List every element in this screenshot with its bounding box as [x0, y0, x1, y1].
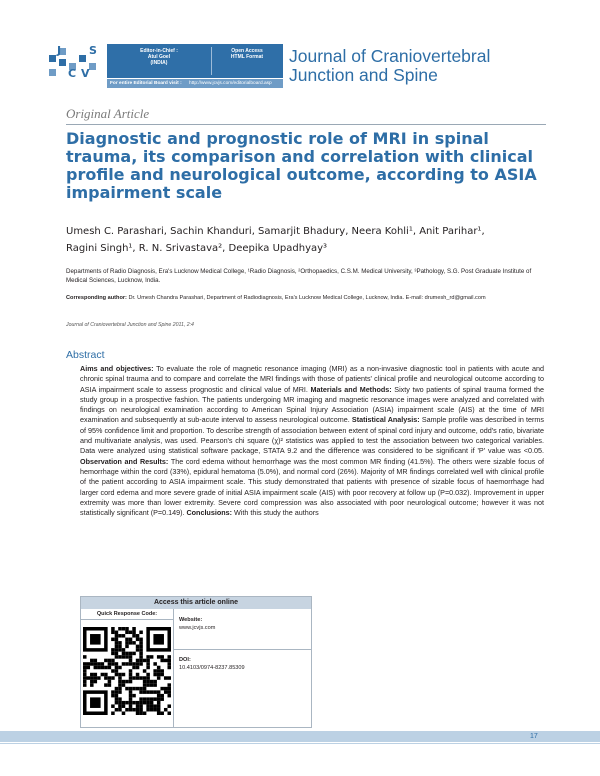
access-box-heading: Access this article online [81, 597, 311, 609]
html-format-label: HTML Format [230, 54, 264, 60]
editor-info [111, 48, 207, 66]
logo-letter: S [89, 44, 97, 57]
editor-name: Atul Goel [147, 54, 171, 60]
doi-value[interactable]: 10.4103/0974-8237.85309 [179, 664, 245, 671]
journal-logo [45, 45, 105, 81]
conclusions-label: Conclusions: [186, 508, 232, 518]
section-label: Original Article [66, 106, 150, 121]
doi-info [179, 657, 245, 672]
website-link[interactable]: www.jcvjs.com [179, 624, 216, 631]
info-divider [174, 649, 311, 650]
header-info-box [107, 44, 283, 78]
logo-letter: V [81, 67, 90, 80]
doi-label: DOI: [179, 657, 191, 663]
access-info [215, 48, 279, 60]
authors-line1: Umesh C. Parashari, Sachin Khanduri, Samarjit Bhadury, Neera Kohli¹, Anit Parihar¹, [66, 226, 485, 237]
open-access-label: Open Access [231, 48, 263, 54]
website-info [179, 617, 215, 632]
section-divider [66, 124, 546, 125]
corresponding-label: Corresponding author: [66, 295, 127, 301]
stats-text: Sample profile was described in terms of 95% confidence limit and proportion. To describe strength of association between extent of spinal cord injury and outcome, odd's ratio, bivariate and multivariate analysis, was used. Pearson's chi square (χ)² statistics was applied to test the association between two categorical variables. Data were analyzed using statistical software package, STATA 9.2 and the difference was considered to be significant if 'P' value was <0.05. [80, 415, 544, 456]
editorial-board-strip [107, 79, 283, 88]
citation: Journal of Craniovertebral Junction and Spine 2011, 2:4 [66, 322, 194, 328]
author-list [66, 223, 546, 257]
results-text: The cord edema without hemorrhage was the most common MR finding (41.5%). The others were sizable focus of hemorrhage within the cord (33%), epidural hematoma (5.0%), and normal cord (26%). Majority of MR findings correlated well with clinical profile of the patient according to ASIA impairment scale. This study demonstrated that patients with presence of sizable focus of haemorrhage had larger cord edema and more severe grade of initial ASIA impairment scale (AIS) with poor recovery at follow up (P=0.032). Improvement in upper extremity was more than lower extremity. Severe cord compression was also associated with poor neurological outcome; however it was not statistically significant (P=0.149). [80, 456, 544, 518]
footer-bar [0, 731, 600, 742]
qr-label: Quick Response Code: [81, 609, 173, 620]
corresponding-text: Dr. Umesh Chandra Parashari, Department of Radiodiagnosis, Era's Lucknow Medical College, Lucknow, India. E-mail: drumesh_rd@gmail.com [128, 295, 486, 301]
journal-title [289, 47, 589, 85]
logo-letter: C [68, 67, 77, 80]
methods-text: Sixty two patients of spinal trauma formed the study group in a prospective fashion. The patients undergoing MR imaging and magnetic resonance images were analyzed and correlated with findings on neurological examination according to American Spinal Injury Association (ASIA) impairment scale (AIS) at the time of MRI examination and subsequently at sub-acute interval to assess neurological outcome. [80, 384, 545, 425]
editorial-board-link[interactable]: http://www.jcvjs.com/editorialboard.asp [189, 81, 272, 86]
conclusions-text: With this study the authors [234, 508, 319, 518]
objectives-label: Aims and objectives: [80, 364, 154, 373]
page-number: 17 [530, 733, 538, 740]
abstract-body [80, 364, 544, 518]
authors-line2: Ragini Singh¹, R. N. Srivastava², Deepika Upadhyay³ [66, 243, 328, 254]
results-label: Observation and Results: [80, 456, 169, 466]
article-title: Diagnostic and prognostic role of MRI in spinal trauma, its comparison and correlation with clinical profile and neurological outcome, according to ASIA impairment scale [66, 129, 537, 202]
editor-country: (INDIA) [150, 60, 168, 66]
affiliations: Departments of Radio Diagnosis, Era's Lucknow Medical College, ¹Radio Diagnosis, ²Orthopaedics, C.S.M. Medical University, ³Pathology, S.G. Post Graduate Institute of Medical Sciences, Lucknow, India. [66, 268, 532, 284]
editor-label: Editor-in-Chief : [140, 48, 178, 54]
abstract-heading: Abstract [66, 349, 105, 361]
journal-title-line2: Junction and Spine [289, 65, 438, 85]
journal-title-line1: Journal of Craniovertebral [289, 46, 491, 66]
methods-label: Materials and Methods: [310, 384, 392, 394]
qr-code-icon[interactable] [83, 627, 171, 715]
stats-label: Statistical Analysis: [351, 415, 420, 425]
corresponding-author [66, 294, 546, 302]
header-divider [211, 47, 212, 75]
logo-letter: J [57, 44, 62, 57]
editorial-board-label: For entire Editorial Board visit : [110, 81, 182, 86]
access-online-box [80, 596, 312, 728]
website-label: Website: [179, 617, 203, 623]
objectives-text: To evaluate the role of magnetic resonance imaging (MRI) as a non-invasive diagnostic tool in patients with acute and chronic spinal trauma and to compare and correlate the MRI findings with those of patients' clinical profile and neurological outcome according to ASIA impairment scale to assess prognostic and clinical value of MRI. [80, 364, 544, 394]
footer-line [0, 743, 600, 744]
